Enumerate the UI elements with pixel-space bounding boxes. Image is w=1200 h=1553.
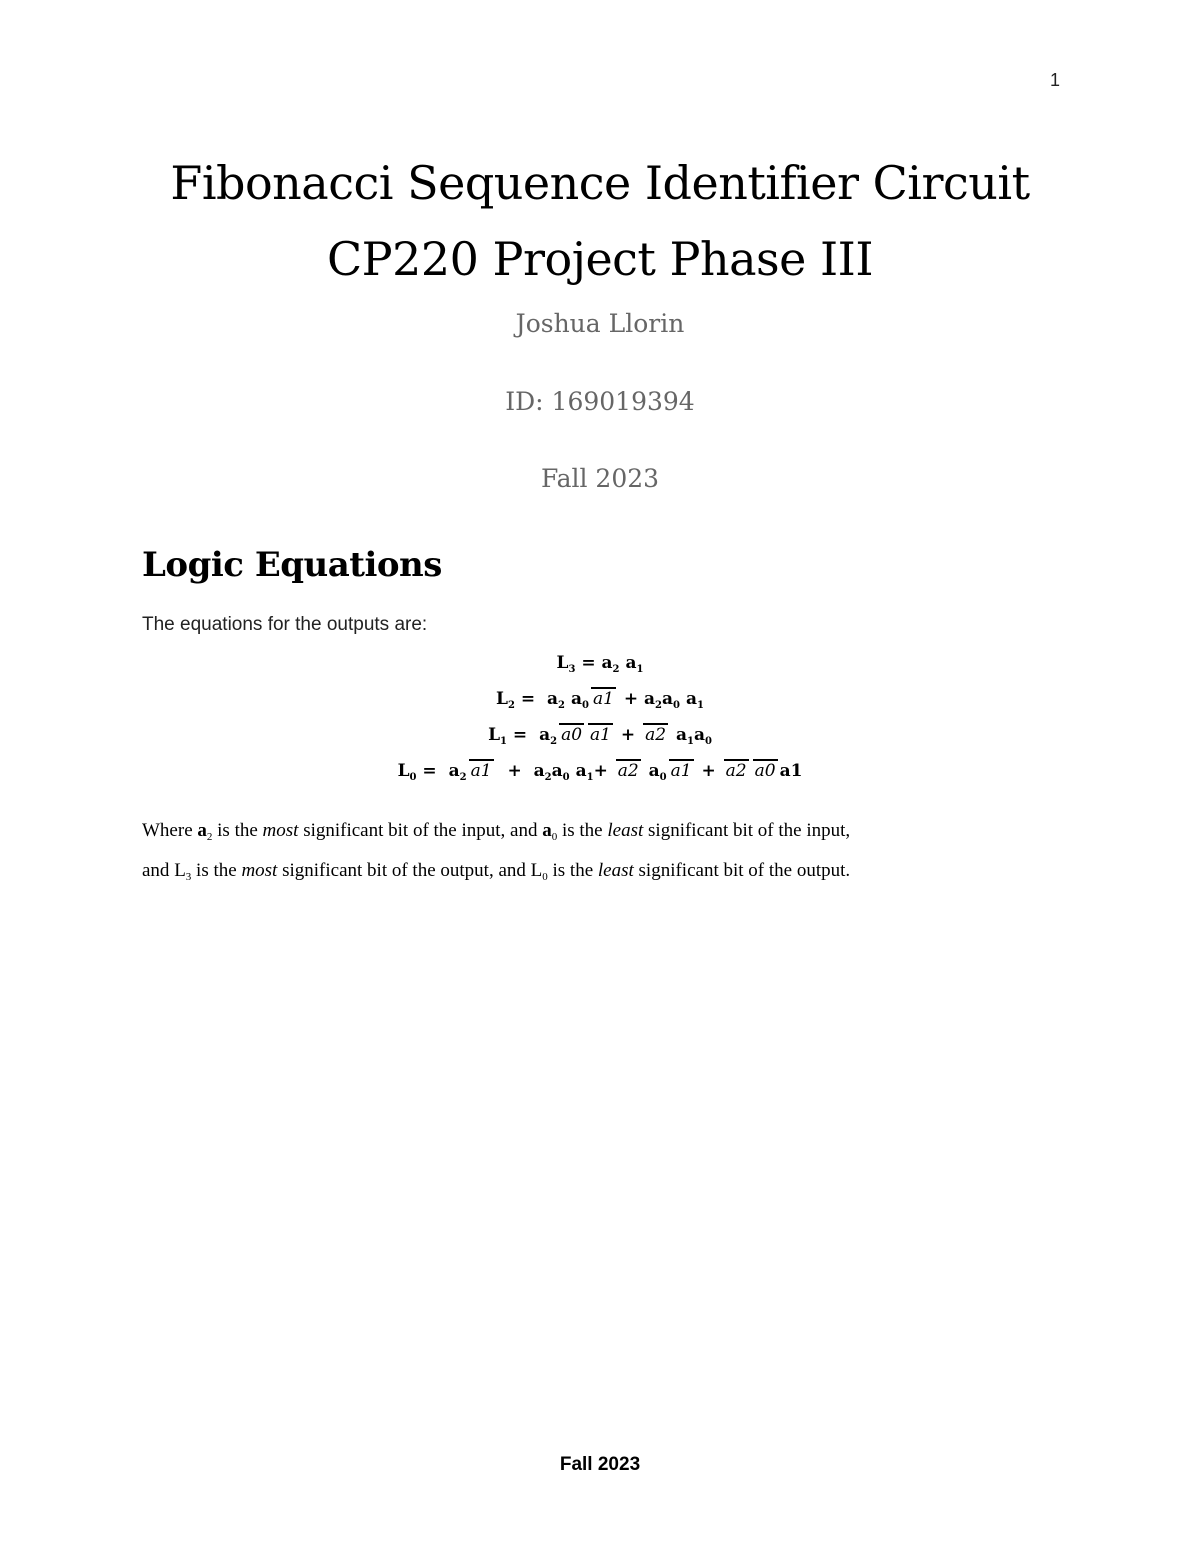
eq-lhs-sub: 1: [500, 736, 507, 747]
text: Where: [142, 820, 198, 841]
eq-plus: +: [701, 761, 716, 781]
term-var: a: [675, 725, 687, 745]
author-name: Joshua Llorin: [515, 309, 685, 338]
term-var: a: [575, 761, 587, 781]
term-sub: 2: [544, 772, 552, 783]
term-sub: 2: [459, 772, 467, 783]
term-var: a: [648, 761, 660, 781]
eq-equals: =: [416, 761, 443, 781]
term-var: a: [644, 689, 656, 709]
sub: 3: [185, 871, 192, 883]
term-negated: a1: [470, 761, 492, 781]
equation-l0: [0, 753, 1200, 789]
eq-lhs: L: [397, 761, 410, 781]
text: is the: [547, 860, 598, 881]
text: significant bit of the output.: [633, 860, 851, 881]
term-sub: 2: [612, 664, 620, 675]
term-var: a: [686, 689, 698, 709]
page-footer: Fall 2023: [559, 1454, 641, 1475]
document-subtitle: CP220 Project Phase III: [326, 232, 874, 286]
term-var: a: [551, 761, 563, 781]
title-block: [0, 145, 1200, 297]
term-negated: a0: [754, 761, 776, 781]
eq-equals: =: [514, 689, 542, 709]
eq-plus: +: [623, 689, 639, 709]
term-sub: 0: [704, 736, 712, 747]
term-var: a: [693, 725, 705, 745]
term-sub: 0: [659, 772, 667, 783]
text: is the: [557, 820, 608, 841]
student-id: ID: 169019394: [505, 387, 695, 416]
eq-lhs: L: [488, 725, 501, 745]
page-number: 1: [1049, 70, 1060, 90]
term-sub: 1: [636, 664, 644, 675]
eq-lhs-sub: 2: [507, 700, 515, 711]
term-var: a: [539, 725, 551, 745]
text: is the: [191, 860, 242, 881]
eq-lhs-sub: 3: [568, 664, 576, 675]
section-heading: Logic Equations: [142, 545, 442, 585]
sub: 2: [206, 831, 213, 843]
term-sub: 2: [558, 700, 565, 711]
explanation-paragraph: [142, 814, 1062, 894]
text: is the: [212, 820, 263, 841]
term-sub: 0: [582, 700, 589, 711]
term-sub: 0: [562, 772, 570, 783]
term-sub: 2: [655, 700, 663, 711]
var-a: a: [197, 820, 207, 841]
term-negated: a1: [590, 725, 611, 745]
term-sub: 2: [550, 736, 558, 747]
term-negated: a2: [645, 725, 667, 745]
term-sub: 1: [586, 772, 594, 783]
var-a: a: [542, 820, 552, 841]
term-var: a: [547, 689, 559, 709]
explanation-line-2: [142, 854, 1062, 894]
text: and: [142, 860, 175, 881]
term-var: a: [625, 653, 637, 673]
equation-l1: [0, 717, 1200, 753]
emphasis: most: [262, 820, 299, 841]
term-sub: 1: [686, 736, 694, 747]
var-l: L: [174, 860, 186, 881]
term-negated: a2: [617, 761, 639, 781]
eq-equals: =: [575, 653, 602, 673]
equations-block: [0, 645, 1200, 789]
term-sub: 0: [673, 700, 680, 711]
eq-plus: +: [620, 725, 636, 745]
explanation-line-1: [142, 814, 1062, 854]
eq-lhs: L: [496, 689, 508, 709]
sub: 0: [542, 871, 548, 883]
equation-l3: [0, 645, 1200, 681]
text: significant bit of the input,: [643, 820, 851, 841]
term-var: a: [601, 653, 613, 673]
term-negated: a0: [561, 725, 583, 745]
emphasis: least: [597, 860, 634, 881]
text: significant bit of the output, and: [277, 860, 531, 881]
eq-plus: +: [507, 761, 522, 781]
eq-lhs: L: [556, 653, 569, 673]
term-negated: a1: [592, 689, 614, 709]
term-var: a: [571, 689, 583, 709]
document-title: Fibonacci Sequence Identifier Circuit: [170, 156, 1030, 210]
term-var: a: [533, 761, 545, 781]
var-l: L: [530, 860, 543, 881]
eq-plus: +: [593, 761, 608, 781]
term-var: a: [448, 761, 460, 781]
term-var: a: [662, 689, 674, 709]
term: Fall 2023: [540, 464, 660, 493]
term-var: a1: [779, 761, 803, 781]
eq-equals: =: [507, 725, 534, 745]
emphasis: least: [607, 820, 644, 841]
sub: 0: [551, 831, 558, 843]
section-intro: The equations for the outputs are:: [142, 614, 428, 635]
text: significant bit of the input, and: [298, 820, 543, 841]
emphasis: most: [241, 860, 278, 881]
term-negated: a2: [725, 761, 747, 781]
equation-l2: [0, 681, 1200, 717]
term-negated: a1: [670, 761, 692, 781]
eq-lhs-sub: 0: [409, 772, 417, 783]
term-sub: 1: [697, 700, 704, 711]
